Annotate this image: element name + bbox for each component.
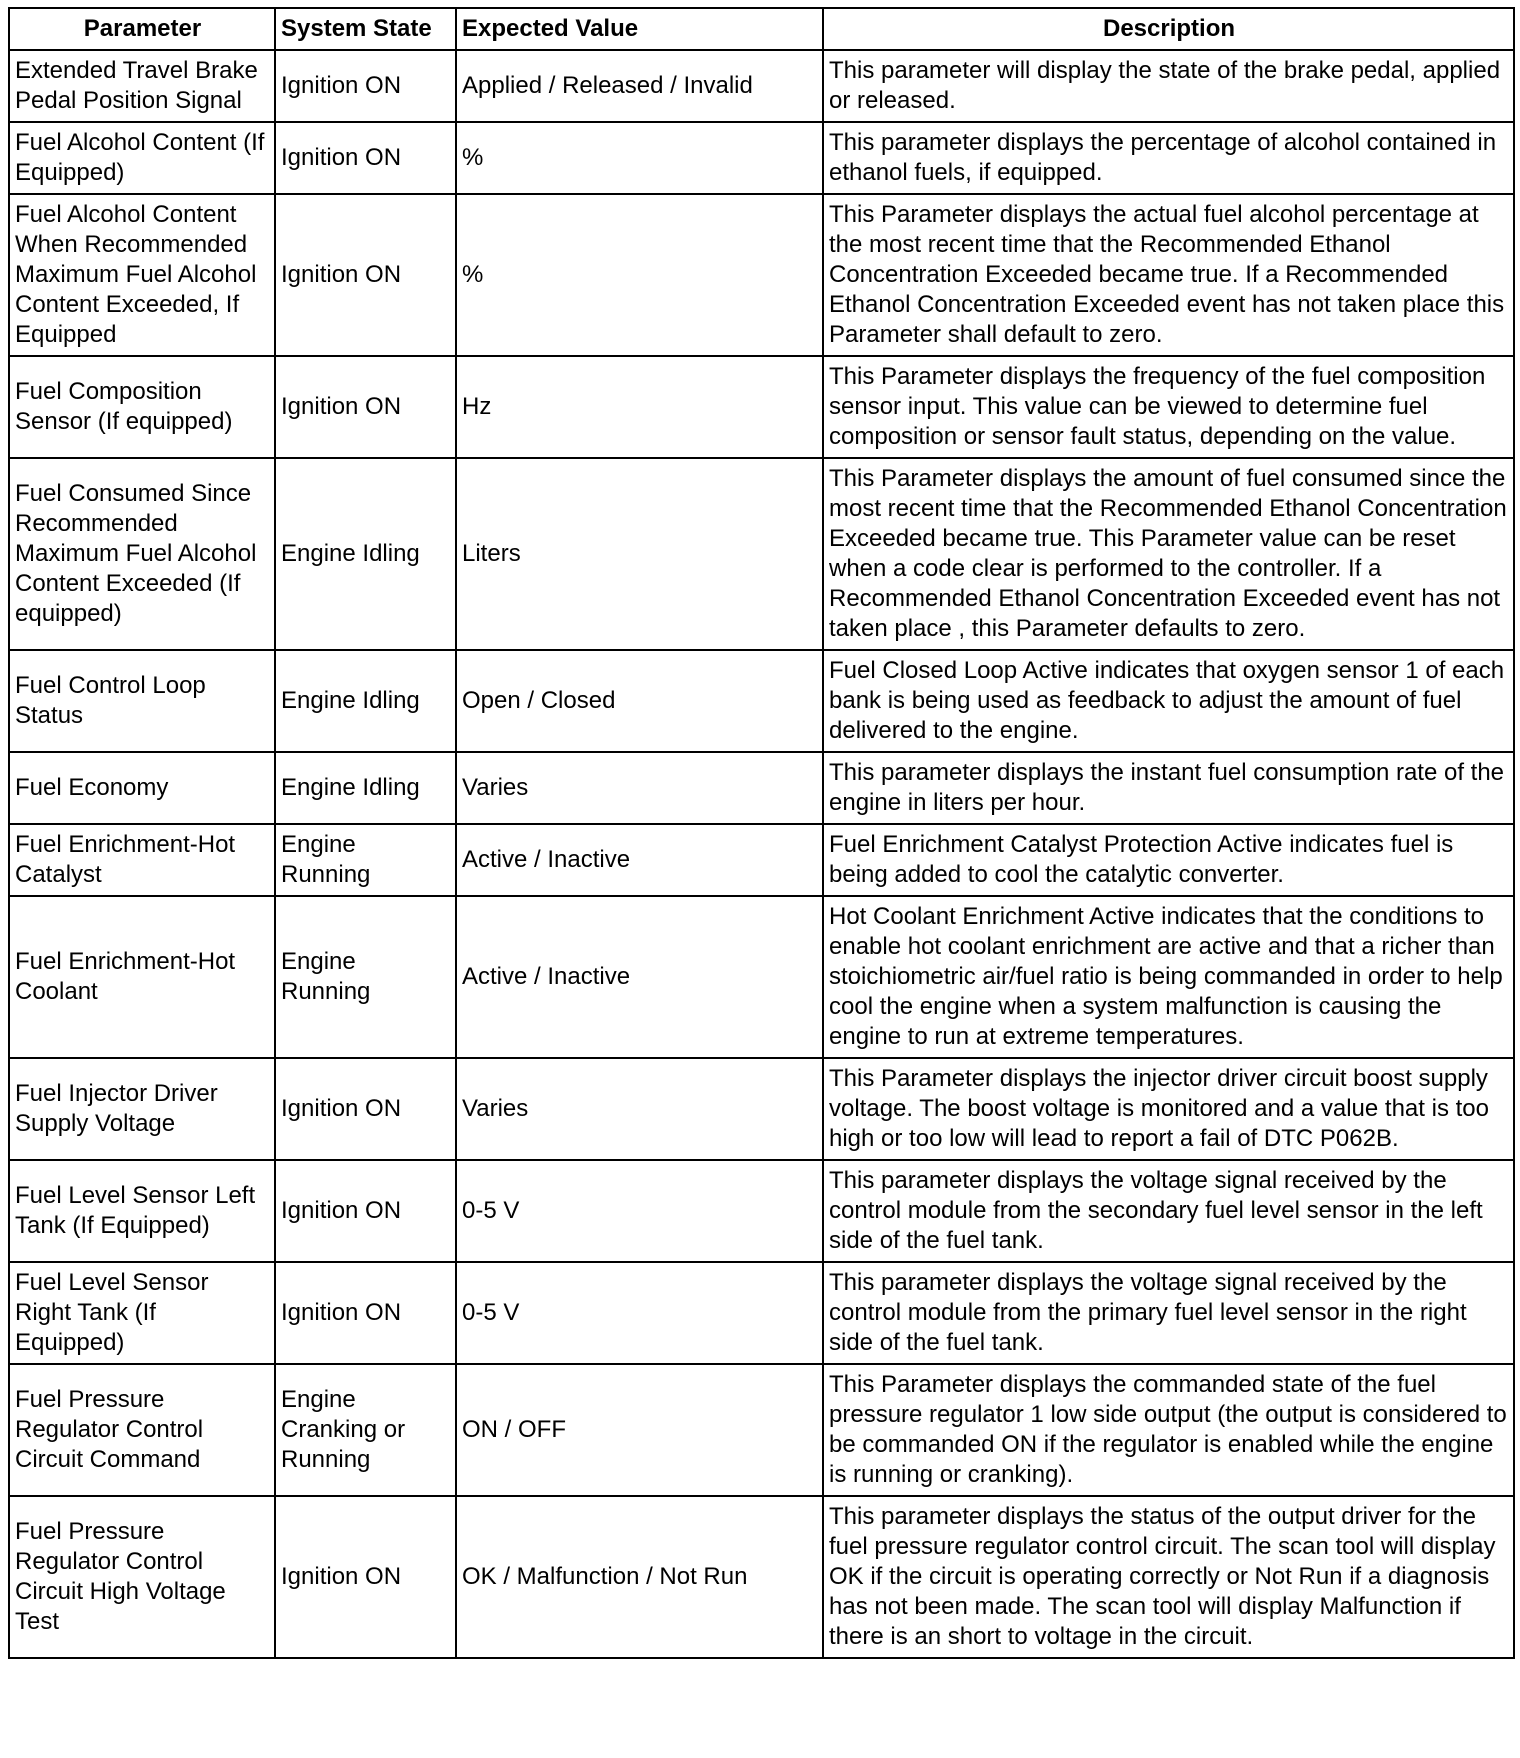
table-row <box>9 1160 1514 1262</box>
parameter-cell: Fuel Alcohol Content (If Equipped) <box>9 122 275 194</box>
parameter-cell: Fuel Consumed Since Recommended Maximum Fuel Alcohol Content Exceeded (If equipped) <box>9 458 275 650</box>
description-cell: This parameter displays the instant fuel consumption rate of the engine in liters per hour. <box>823 752 1514 824</box>
expected-value-cell: % <box>456 122 823 194</box>
parameter-cell: Fuel Enrichment-Hot Catalyst <box>9 824 275 896</box>
expected-value-cell: ON / OFF <box>456 1364 823 1496</box>
table-row <box>9 356 1514 458</box>
description-cell: This Parameter displays the frequency of the fuel composition sensor input. This value can be viewed to determine fuel composition or sensor fault status, depending on the value. <box>823 356 1514 458</box>
table-row <box>9 122 1514 194</box>
expected-value-cell: Active / Inactive <box>456 896 823 1058</box>
description-cell: Fuel Closed Loop Active indicates that oxygen sensor 1 of each bank is being used as feedback to adjust the amount of fuel delivered to the engine. <box>823 650 1514 752</box>
description-cell: This Parameter displays the injector driver circuit boost supply voltage. The boost voltage is monitored and a value that is too high or too low will lead to report a fail of DTC P062B. <box>823 1058 1514 1160</box>
expected-value-cell: Applied / Released / Invalid <box>456 50 823 122</box>
parameter-cell: Fuel Control Loop Status <box>9 650 275 752</box>
parameter-cell: Fuel Level Sensor Left Tank (If Equipped) <box>9 1160 275 1262</box>
system-state-cell: Engine Idling <box>275 650 456 752</box>
parameter-cell: Fuel Enrichment-Hot Coolant <box>9 896 275 1058</box>
parameter-cell: Fuel Pressure Regulator Control Circuit High Voltage Test <box>9 1496 275 1658</box>
table-row <box>9 1262 1514 1364</box>
system-state-cell: Ignition ON <box>275 194 456 356</box>
parameter-cell: Extended Travel Brake Pedal Position Signal <box>9 50 275 122</box>
parameter-cell: Fuel Level Sensor Right Tank (If Equipped) <box>9 1262 275 1364</box>
header-expected-value: Expected Value <box>456 8 823 50</box>
expected-value-cell: 0-5 V <box>456 1160 823 1262</box>
header-parameter: Parameter <box>9 8 275 50</box>
system-state-cell: Ignition ON <box>275 1160 456 1262</box>
table-row <box>9 458 1514 650</box>
expected-value-cell: Varies <box>456 752 823 824</box>
parameter-cell: Fuel Composition Sensor (If equipped) <box>9 356 275 458</box>
system-state-cell: Engine Idling <box>275 752 456 824</box>
expected-value-cell: OK / Malfunction / Not Run <box>456 1496 823 1658</box>
table-row <box>9 50 1514 122</box>
expected-value-cell: Hz <box>456 356 823 458</box>
system-state-cell: Ignition ON <box>275 50 456 122</box>
system-state-cell: Ignition ON <box>275 1496 456 1658</box>
table-row <box>9 1364 1514 1496</box>
description-cell: This parameter displays the percentage of alcohol contained in ethanol fuels, if equipped. <box>823 122 1514 194</box>
expected-value-cell: Liters <box>456 458 823 650</box>
description-cell: This Parameter displays the amount of fuel consumed since the most recent time that the Recommended Ethanol Concentration Exceeded became true. This Parameter value can be reset when a code clear is performed to the controller. If a Recommended Ethanol Concentration Exceeded event has not taken place , this Parameter defaults to zero. <box>823 458 1514 650</box>
expected-value-cell: Active / Inactive <box>456 824 823 896</box>
parameter-cell: Fuel Economy <box>9 752 275 824</box>
table-row <box>9 194 1514 356</box>
table-row <box>9 1058 1514 1160</box>
description-cell: This Parameter displays the actual fuel alcohol percentage at the most recent time that the Recommended Ethanol Concentration Exceeded became true. If a Recommended Ethanol Concentration Exceeded event has not taken place this Parameter shall default to zero. <box>823 194 1514 356</box>
system-state-cell: Engine Running <box>275 824 456 896</box>
expected-value-cell: 0-5 V <box>456 1262 823 1364</box>
parameter-cell: Fuel Pressure Regulator Control Circuit Command <box>9 1364 275 1496</box>
system-state-cell: Engine Idling <box>275 458 456 650</box>
system-state-cell: Ignition ON <box>275 122 456 194</box>
header-system-state: System State <box>275 8 456 50</box>
system-state-cell: Ignition ON <box>275 1262 456 1364</box>
system-state-cell: Engine Cranking or Running <box>275 1364 456 1496</box>
system-state-cell: Ignition ON <box>275 356 456 458</box>
parameter-table <box>8 7 1515 1659</box>
header-description: Description <box>823 8 1514 50</box>
description-cell: This parameter displays the voltage signal received by the control module from the secondary fuel level sensor in the left side of the fuel tank. <box>823 1160 1514 1262</box>
table-row <box>9 752 1514 824</box>
expected-value-cell: Open / Closed <box>456 650 823 752</box>
description-cell: This parameter displays the voltage signal received by the control module from the primary fuel level sensor in the right side of the fuel tank. <box>823 1262 1514 1364</box>
description-cell: This parameter will display the state of the brake pedal, applied or released. <box>823 50 1514 122</box>
system-state-cell: Ignition ON <box>275 1058 456 1160</box>
description-cell: Fuel Enrichment Catalyst Protection Active indicates fuel is being added to cool the catalytic converter. <box>823 824 1514 896</box>
expected-value-cell: % <box>456 194 823 356</box>
table-row <box>9 896 1514 1058</box>
expected-value-cell: Varies <box>456 1058 823 1160</box>
parameter-cell: Fuel Alcohol Content When Recommended Maximum Fuel Alcohol Content Exceeded, If Equipped <box>9 194 275 356</box>
table-row <box>9 1496 1514 1658</box>
description-cell: Hot Coolant Enrichment Active indicates that the conditions to enable hot coolant enrichment are active and that a richer than stoichiometric air/fuel ratio is being commanded in order to help cool the engine when a system malfunction is causing the engine to run at extreme temperatures. <box>823 896 1514 1058</box>
description-cell: This Parameter displays the commanded state of the fuel pressure regulator 1 low side output (the output is considered to be commanded ON if the regulator is enabled while the engine is running or cranking). <box>823 1364 1514 1496</box>
system-state-cell: Engine Running <box>275 896 456 1058</box>
description-cell: This parameter displays the status of the output driver for the fuel pressure regulator control circuit. The scan tool will display OK if the circuit is operating correctly or Not Run if a diagnosis has not been made. The scan tool will display Malfunction if there is an short to voltage in the circuit. <box>823 1496 1514 1658</box>
parameter-cell: Fuel Injector Driver Supply Voltage <box>9 1058 275 1160</box>
table-row <box>9 824 1514 896</box>
table-row <box>9 650 1514 752</box>
table-header-row <box>9 8 1514 50</box>
